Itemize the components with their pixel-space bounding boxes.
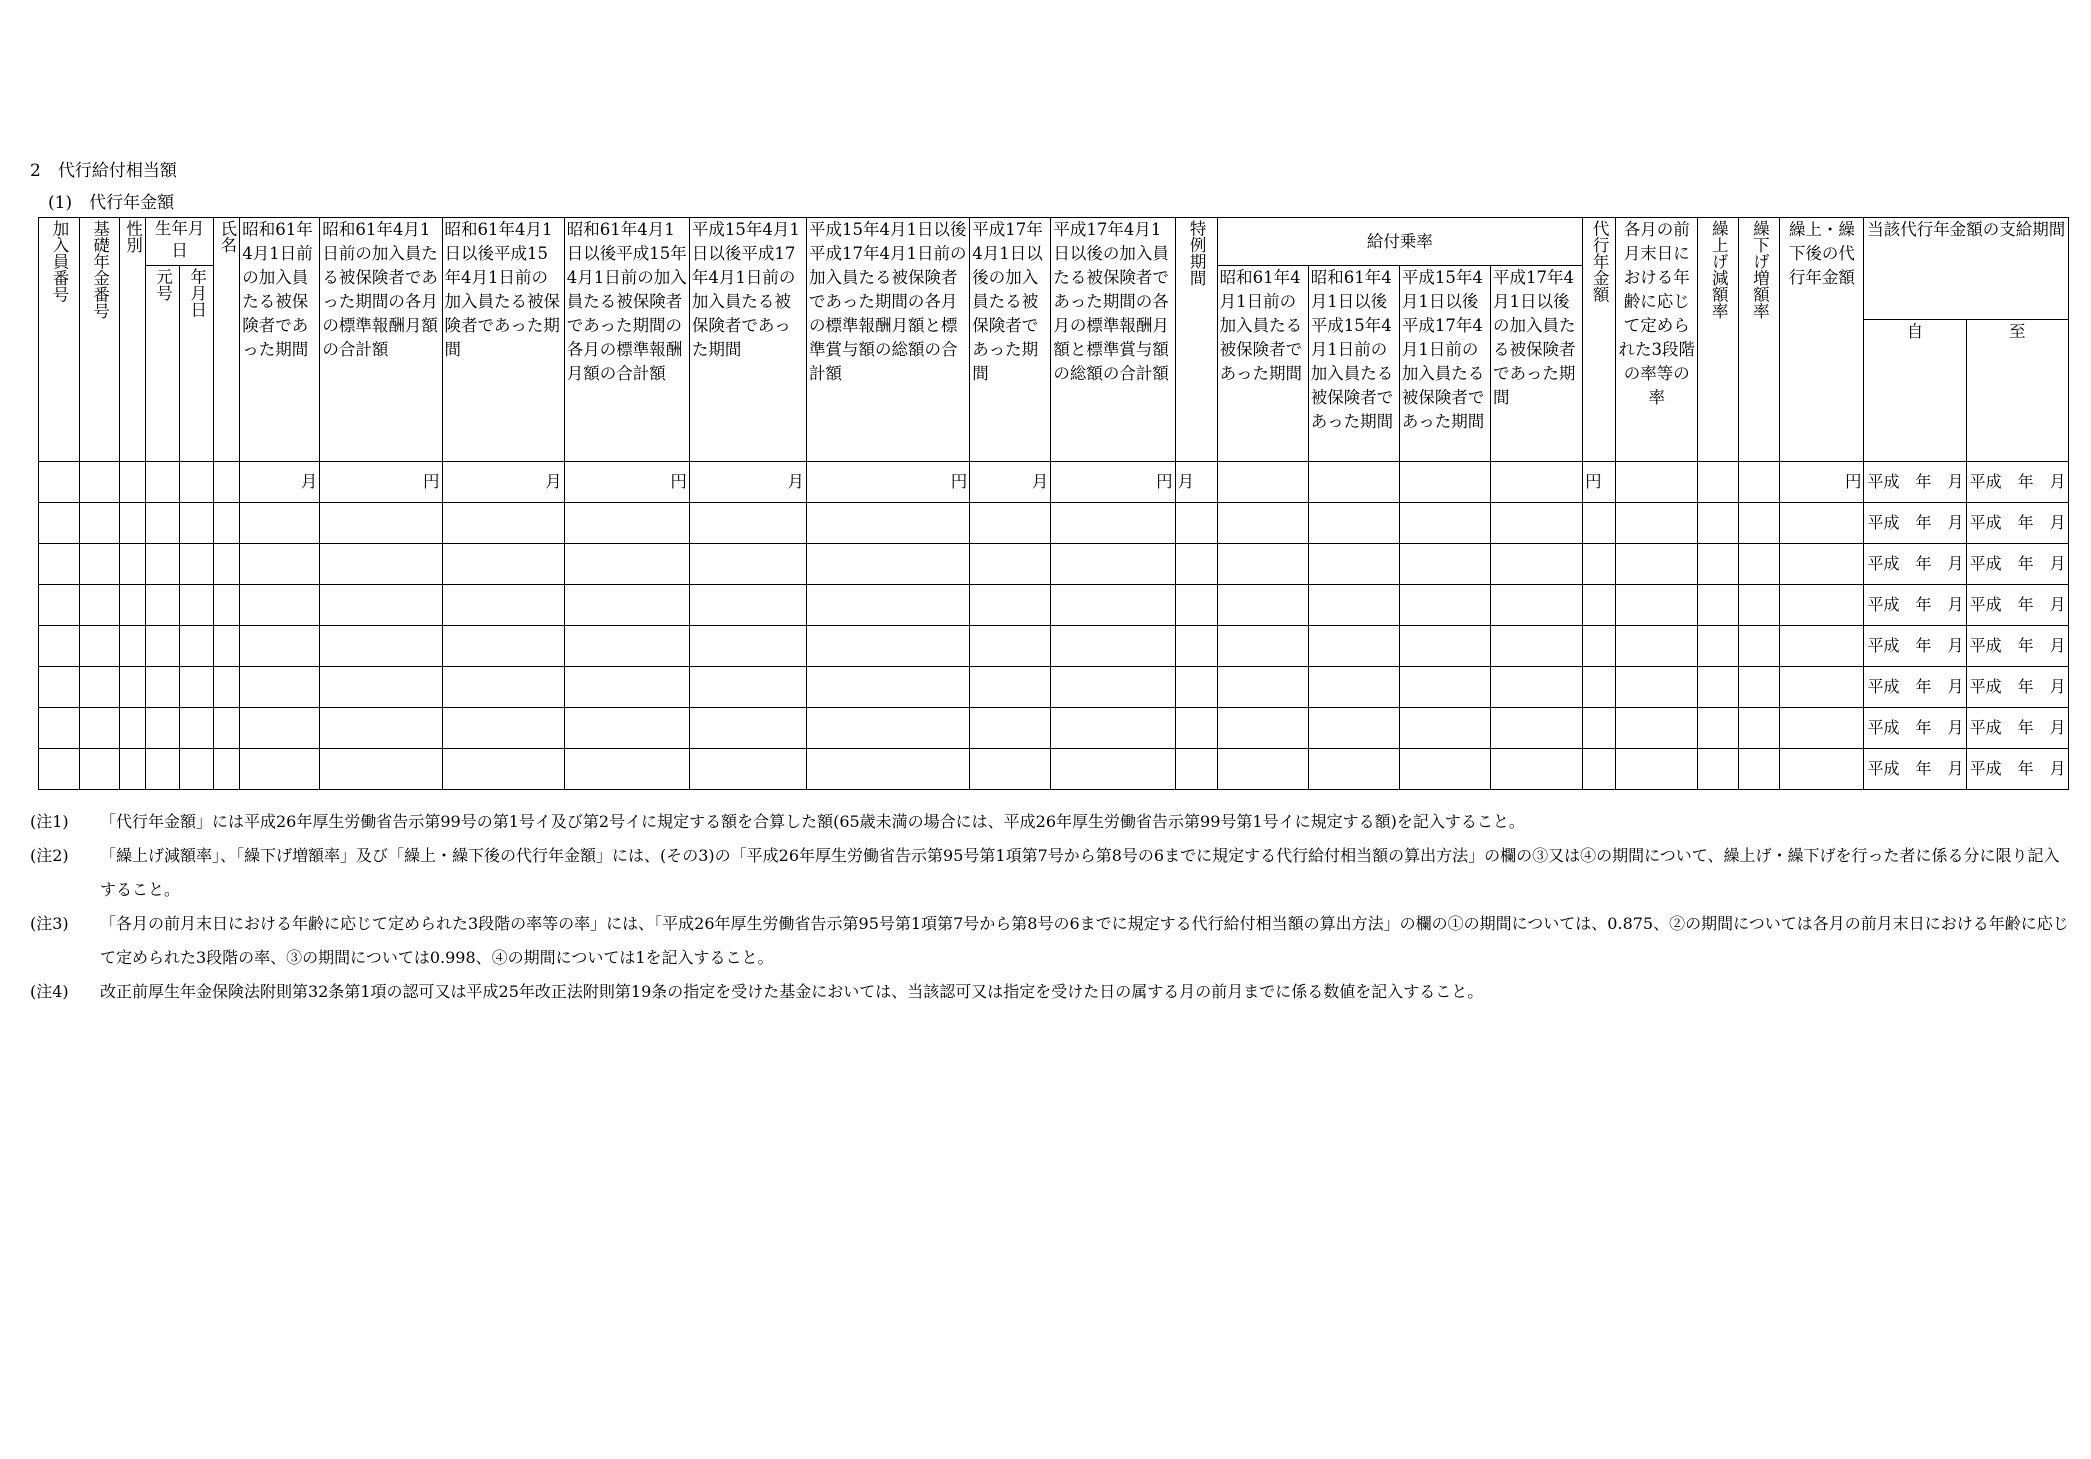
note-text: 「代行年金額」には平成26年厚生労働省告示第99号の第1号イ及び第2号イに規定する額を合算した額(65歳未満の場合には、平成26年厚生労働省告示第99号第1号イに規定する額)を記入すること。 [100,812,1525,831]
header-early-rate: 繰上げ減額率 [1698,218,1739,462]
header-adjusted-amount: 繰上・繰下後の代行年金額 [1780,218,1864,462]
pension-table [38,217,2069,790]
period-from[interactable]: 平成 年 月 [1864,626,1966,667]
header-c3: 昭和61年4月1日以後平成15年4月1日前の加入員たる被保険者であった期間 [442,218,564,462]
note-text: 「繰上げ減額率」、「繰下げ増額率」及び「繰上・繰下後の代行年金額」には、(その3)の「平成26年厚生労働省告示第95号第1項第7号から第8号の6までに規定する代行給付相当額の算出方法」の欄の③又は④の期間について、繰上げ・繰下げを行った者に係る分に限り記入すること。 [100,846,2060,899]
header-payment-period: 当該代行年金額の支給期間 [1864,218,2069,320]
unit-month: 月 [1175,462,1217,503]
period-to[interactable]: 平成 年 月 [1966,708,2068,749]
unit-yen: 円 [1583,462,1616,503]
unit-month: 月 [240,462,320,503]
table-row [39,503,2069,544]
notes [30,805,2070,1009]
note-tag: (注3) [30,914,69,933]
header-name: 氏名 [214,218,240,462]
header-age-rate: 各月の前月末日における年齢に応じて定められた3段階の率等の率 [1616,218,1698,462]
header-r2: 昭和61年4月1日以後平成15年4月1日前の加入員たる被保険者であった期間 [1308,266,1399,462]
header-r4: 平成17年4月1日以後の加入員たる被保険者であった期間 [1490,266,1582,462]
header-from: 自 [1864,320,1966,462]
unit-yen: 円 [1780,462,1864,503]
unit-month: 月 [442,462,564,503]
table-row [39,626,2069,667]
period-to[interactable]: 平成 年 月 [1966,462,2068,503]
unit-month: 月 [689,462,806,503]
period-from[interactable]: 平成 年 月 [1864,462,1966,503]
section-title: 2 代行給付相当額 [30,161,177,181]
unit-yen: 円 [807,462,970,503]
period-from[interactable]: 平成 年 月 [1864,503,1966,544]
unit-yen: 円 [1051,462,1175,503]
header-birth-date: 年月日 [180,266,214,462]
note-4 [30,975,2070,1009]
header-c5: 平成15年4月1日以後平成17年4月1日前の加入員たる被保険者であった期間 [689,218,806,462]
subsection-title: (1) 代行年金額 [48,193,175,213]
unit-yen: 円 [564,462,689,503]
period-to[interactable]: 平成 年 月 [1966,585,2068,626]
header-c7: 平成17年4月1日以後の加入員たる被保険者であった期間 [970,218,1051,462]
period-to[interactable]: 平成 年 月 [1966,749,2068,790]
unit-yen: 円 [320,462,442,503]
unit-month: 月 [970,462,1051,503]
header-rate-group: 給付乗率 [1217,218,1583,266]
header-member-no: 加入員番号 [39,218,80,462]
period-from[interactable]: 平成 年 月 [1864,544,1966,585]
header-r1: 昭和61年4月1日前の加入員たる被保険者であった期間 [1217,266,1308,462]
table-row [39,749,2069,790]
header-r3: 平成15年4月1日以後平成17年4月1日前の加入員たる被保険者であった期間 [1399,266,1490,462]
header-c2: 昭和61年4月1日前の加入員たる被保険者であった期間の各月の標準報酬月額の合計額 [320,218,442,462]
period-to[interactable]: 平成 年 月 [1966,503,2068,544]
note-tag: (注4) [30,982,69,1001]
header-pension-no: 基礎年金番号 [80,218,120,462]
note-3 [30,907,2070,975]
header-gender: 性別 [120,218,146,462]
period-from[interactable]: 平成 年 月 [1864,749,1966,790]
note-1 [30,805,2070,839]
table-row [39,462,2069,503]
period-from[interactable]: 平成 年 月 [1864,667,1966,708]
header-c6: 平成15年4月1日以後平成17年4月1日前の加入員たる被保険者であった期間の各月の標準報酬月額と標準賞与額の総額の合計額 [807,218,970,462]
period-to[interactable]: 平成 年 月 [1966,626,2068,667]
header-c4: 昭和61年4月1日以後平成15年4月1日前の加入員たる被保険者であった期間の各月の標準報酬月額の合計額 [564,218,689,462]
period-to[interactable]: 平成 年 月 [1966,667,2068,708]
header-c8: 平成17年4月1日以後の加入員たる被保険者であった期間の各月の標準報酬月額と標準賞与額の総額の合計額 [1051,218,1175,462]
header-special-period: 特例期間 [1175,218,1217,462]
header-pension-amount: 代行年金額 [1583,218,1616,462]
header-late-rate: 繰下げ増額率 [1739,218,1780,462]
header-c1: 昭和61年4月1日前の加入員たる被保険者であった期間 [240,218,320,462]
note-text: 改正前厚生年金保険法附則第32条第1項の認可又は平成25年改正法附則第19条の指定を受けた基金においては、当該認可又は指定を受けた日の属する月の前月までに係る数値を記入すること。 [100,982,1484,1001]
table-row [39,585,2069,626]
note-tag: (注2) [30,846,69,865]
table-row [39,544,2069,585]
period-from[interactable]: 平成 年 月 [1864,585,1966,626]
note-text: 「各月の前月末日における年齢に応じて定められた3段階の率等の率」には、「平成26年厚生労働省告示第95号第1項第7号から第8号の6までに規定する代行給付相当額の算出方法」の欄の①の期間については、0.875、②の期間については各月の前月末日における年齢に応じて定められた3段階の率、③の期間については0.998、④の期間については1を記入すること。 [100,914,2069,967]
period-from[interactable]: 平成 年 月 [1864,708,1966,749]
header-to: 至 [1966,320,2068,462]
period-to[interactable]: 平成 年 月 [1966,544,2068,585]
header-birth-era: 元号 [146,266,180,462]
table-row [39,667,2069,708]
header-birth: 生年月日 [146,218,214,266]
note-2 [30,839,2070,907]
note-tag: (注1) [30,812,69,831]
table-row [39,708,2069,749]
